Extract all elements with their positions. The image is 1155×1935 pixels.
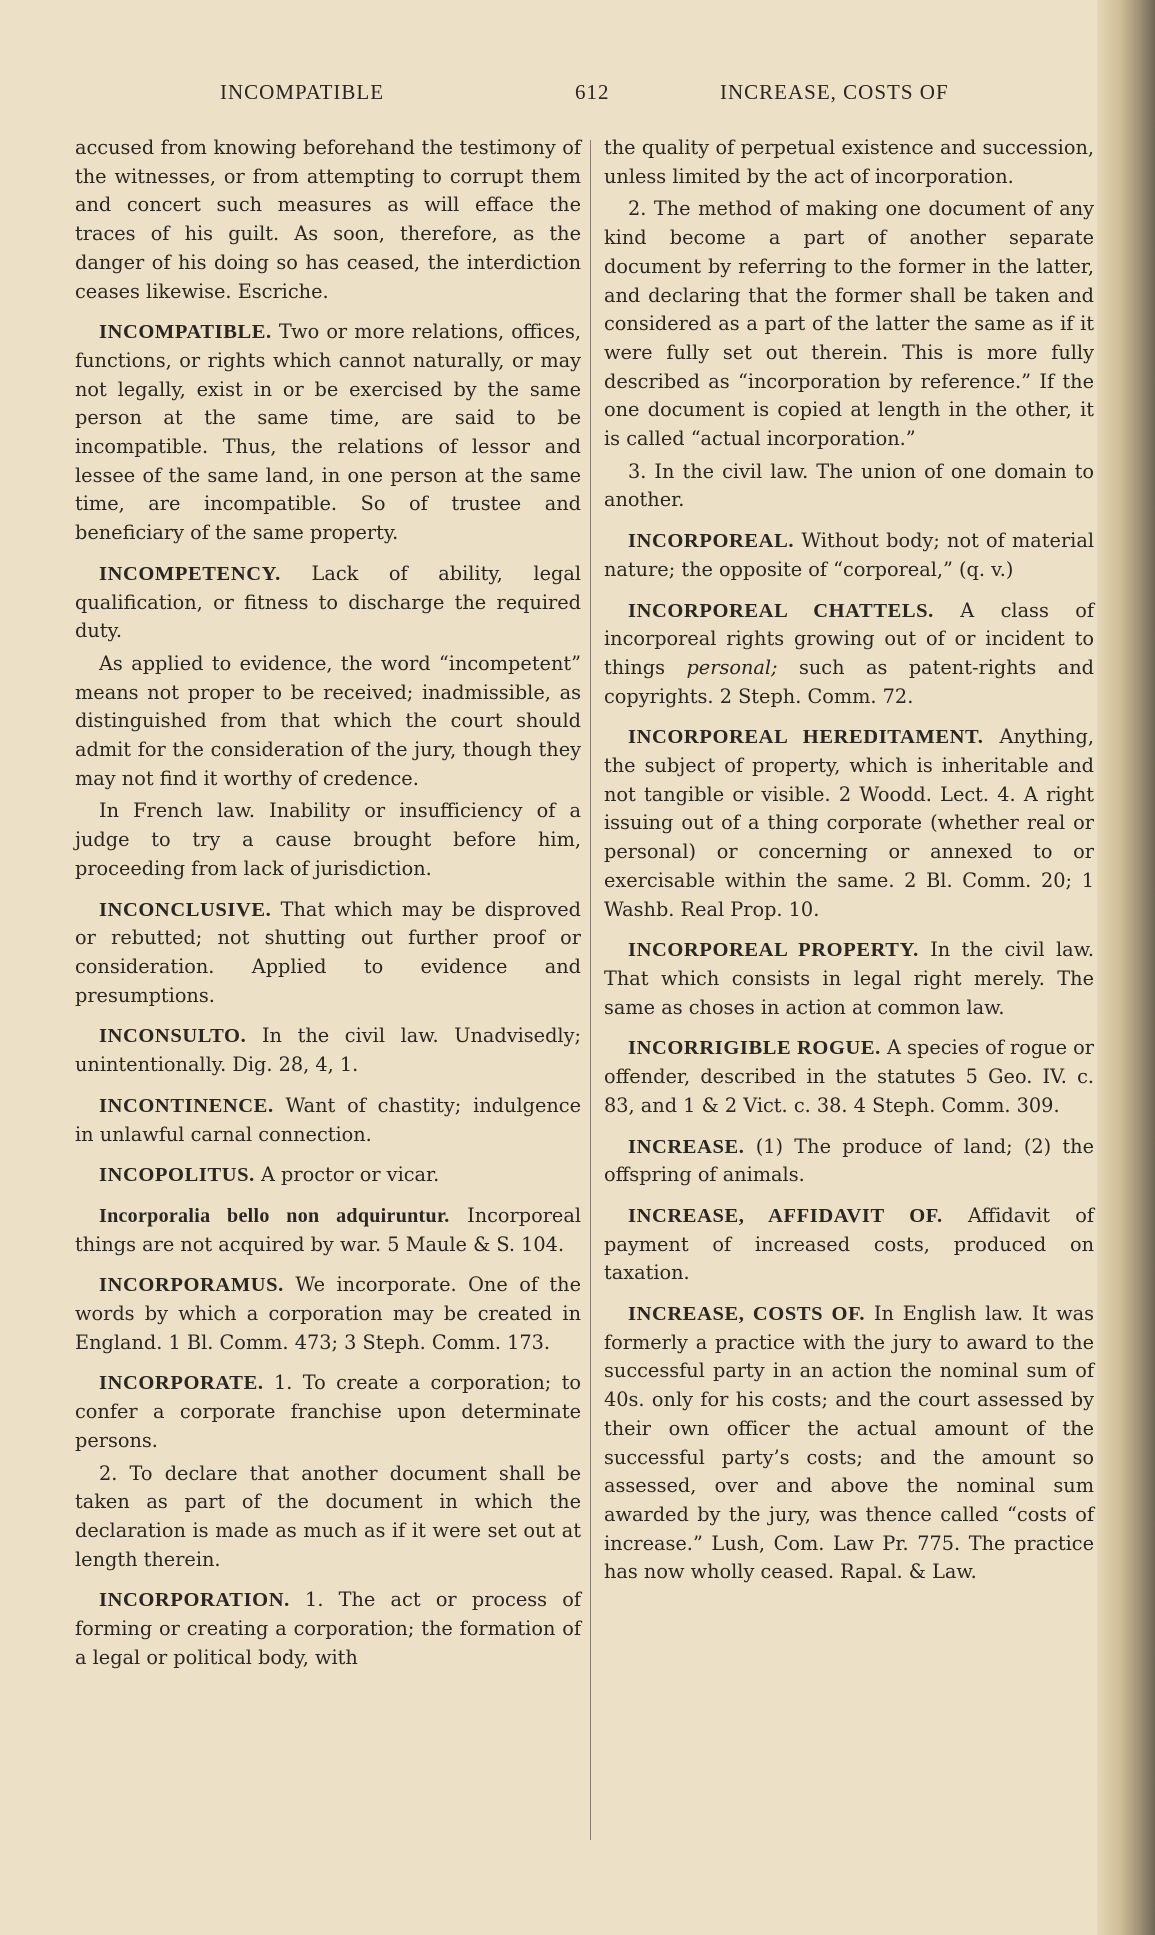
entry-incorporeal-property — [604, 936, 1094, 1022]
page-number: 612 — [575, 80, 610, 104]
entry-incompetency — [75, 560, 581, 646]
headword: INCONSULTO. — [99, 1025, 247, 1048]
definition: A proctor or vicar. — [261, 1163, 440, 1187]
text: the quality of perpetual existence and succession, unless limited by the act of incorporation. — [604, 136, 1094, 188]
headword: INCREASE, AFFIDAVIT OF. — [628, 1204, 943, 1227]
definition: (1) The produce of land; (2) the offspring of animals. — [604, 1134, 1094, 1187]
definition: We incorporate. One of the words by which a corporation may be created in England. 1 Bl. Comm. 473; 3 Steph. Comm. 173. — [75, 1273, 581, 1354]
definition: Lack of ability, legal qualification, or fitness to discharge the required duty. — [75, 561, 581, 643]
paragraph — [75, 1460, 581, 1575]
headword: INCORPORATE. — [99, 1372, 264, 1395]
headword: INCONTINENCE. — [99, 1094, 274, 1117]
continued-text — [604, 134, 1094, 191]
entry-incorporeal-chattels — [604, 597, 1094, 712]
text: 2. To declare that another document shall be taken as part of the document in which the declaration is made as much as if it were set out at length therein. — [75, 1461, 581, 1571]
headword: INCOMPETENCY. — [99, 562, 281, 585]
definition: Want of chastity; indulgence in unlawful carnal connection. — [75, 1093, 581, 1146]
entry-incorporation — [75, 1586, 581, 1672]
entry-increase-affidavit-of — [604, 1202, 1094, 1288]
definition: In the civil law. Unadvisedly; unintentionally. Dig. 28, 4, 1. — [75, 1024, 581, 1077]
paragraph — [604, 458, 1094, 515]
definition: 1. The act or process of forming or creating a corporation; the formation of a legal or political body, with — [75, 1588, 581, 1669]
definition: Incorporeal things are not acquired by war. 5 Maule & S. 104. — [75, 1203, 581, 1256]
right-column — [604, 134, 1094, 1599]
entry-incontinence — [75, 1092, 581, 1149]
paragraph — [604, 195, 1094, 453]
paragraph — [75, 650, 581, 794]
definition: A species of rogue or offender, described in the statutes 5 Geo. IV. c. 83, and 1 & 2 Vict. c. 38. 4 Steph. Comm. 309. — [604, 1036, 1094, 1117]
text: In French law. Inability or insufficiency of a judge to try a cause brought before him, proceeding from lack of jurisdiction. — [75, 799, 581, 880]
entry-incorporeal — [604, 527, 1094, 584]
headword: INCONCLUSIVE. — [99, 898, 272, 921]
headword: INCOPOLITUS. — [99, 1164, 255, 1187]
page-edge-shadow — [1097, 0, 1155, 1935]
definition: Without body; not of material nature; the opposite of “corporeal,” (q. v.) — [604, 529, 1094, 581]
text: As applied to evidence, the word “incompetent” means not proper to be received; inadmissible, as distinguished from that which the court should admit for the consideration of the jury, though they may not find it worthy of credence. — [75, 651, 581, 790]
definition: A class of incorporeal rights growing out of or incident to things — [604, 598, 1094, 679]
definition: In English law. It was formerly a practice with the jury to award to the successful party in an action the nominal sum of 40s. only for his costs; and the court assessed by their own officer the actual amount of the successful party’s costs; and the amount so assessed, over and above the nominal sum awarded by the jury, was thence called “costs of increase.” Lush, Com. Law Pr. 775. The practice has now wholly ceased. Rapal. & Law. — [604, 1302, 1095, 1584]
definition: Two or more relations, offices, functions, or rights which cannot naturally, or may not legally, exist in or be exercised by the same person at the same time, are said to be incompatible. Thus, the relations of lessor and lessee of the same land, in one person at the same time, are incompatible. So of trustee and beneficiary of the same property. — [75, 320, 581, 545]
entry-incorporeal-hereditament — [604, 723, 1094, 924]
definition: Affidavit of payment of increased costs, produced on taxation. — [604, 1203, 1094, 1285]
headword: INCORPORATION. — [99, 1589, 290, 1612]
entry-incorporate — [75, 1369, 581, 1455]
left-column — [75, 134, 581, 1684]
entry-incorrigible-rogue — [604, 1034, 1094, 1120]
headword: INCORPOREAL HEREDITAMENT. — [628, 726, 984, 749]
entry-incopolitus — [75, 1161, 581, 1190]
entry-incorporamus — [75, 1271, 581, 1357]
entry-inconclusive — [75, 896, 581, 1011]
headword: INCORPORAMUS. — [99, 1274, 284, 1297]
definition: Anything, the subject of property, which is inheritable and not tangible or visible. 2 Woodd. Lect. 4. A right issuing out of a thing corporate (whether real or personal) or concerning or annexed to or exercisable within the same. 2 Bl. Comm. 20; 1 Washb. Real Prop. 10. — [604, 725, 1094, 921]
text: accused from knowing beforehand the testimony of the witnesses, or from attempting to corrupt them and concert such measures as will efface the traces of his guilt. As soon, therefore, as the danger of his doing so has ceased, the interdiction ceases likewise. Escriche. — [75, 136, 581, 303]
definition: That which may be disproved or rebutted; not shutting out further proof or consideration. Applied to evidence and presumptions. — [75, 897, 581, 1007]
headword: INCREASE. — [628, 1135, 745, 1158]
maxim-incorporalia — [75, 1202, 581, 1259]
definition: In the civil law. That which consists in legal right merely. The same as choses in action at common law. — [604, 938, 1094, 1019]
header-right-guide-word: INCREASE, COSTS OF — [720, 80, 949, 104]
definition: 1. To create a corporation; to confer a corporate franchise upon determinate persons. — [75, 1371, 581, 1452]
text: 3. In the civil law. The union of one domain to another. — [604, 459, 1094, 512]
column-divider — [590, 140, 591, 1840]
paragraph — [75, 797, 581, 883]
running-header — [0, 80, 1100, 116]
headword: INCOMPATIBLE. — [99, 321, 272, 344]
headword: INCORPOREAL CHATTELS. — [628, 599, 934, 622]
entry-increase-costs-of — [604, 1300, 1094, 1587]
header-left-guide-word: INCOMPATIBLE — [220, 80, 385, 104]
definition-tail: such as patent-rights and copyrights. 2 Steph. Comm. 72. — [604, 655, 1094, 708]
headword: INCREASE, COSTS OF. — [628, 1303, 866, 1326]
headword: INCORPOREAL. — [628, 530, 795, 553]
headword: INCORPOREAL PROPERTY. — [628, 939, 919, 962]
definition-italic: personal; — [686, 655, 778, 679]
entry-incompatible — [75, 318, 581, 548]
text: 2. The method of making one document of any kind become a part of another separate document by referring to the former in the latter, and declaring that the former shall be taken and considered as a part of the latter the same as if it were fully set out therein. This is more fully described as “incorporation by reference.” If the one document is copied at length in the other, it is called “actual incorporation.” — [604, 197, 1094, 451]
entry-increase — [604, 1133, 1094, 1190]
continued-text — [75, 134, 581, 306]
entry-inconsulto — [75, 1022, 581, 1079]
headword: Incorporalia bello non adquiruntur. — [99, 1204, 450, 1227]
headword: INCORRIGIBLE ROGUE. — [628, 1037, 881, 1060]
